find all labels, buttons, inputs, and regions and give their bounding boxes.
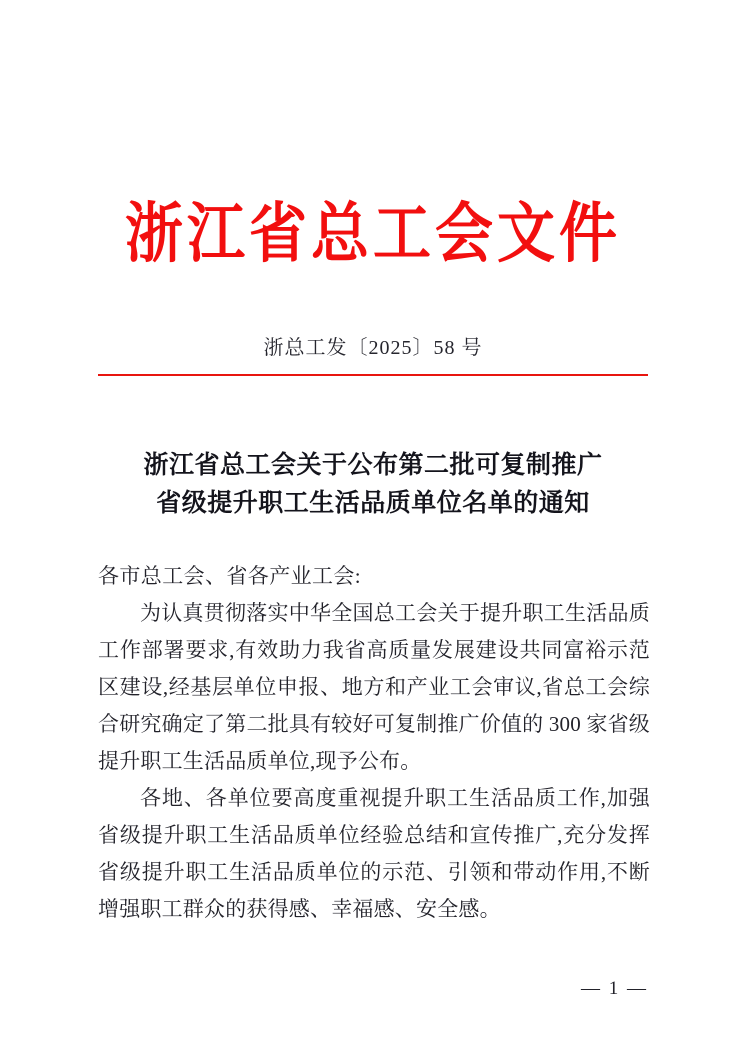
red-divider-rule	[98, 374, 648, 376]
salutation: 各市总工会、省各产业工会:	[98, 564, 362, 588]
masthead-title: 浙江省总工会文件	[124, 197, 621, 270]
body-paragraph-1: 为认真贯彻落实中华全国总工会关于提升职工生活品质工作部署要求,有效助力我省高质量发展建设共同富裕示范区建设,经基层单位申报、地方和产业工会审议,省总工会综合研究确定了第二批具有较好可复制推广价值的 300 家省级提升职工生活品质单位,现予公布。	[98, 601, 650, 773]
document-number: 浙总工发〔2025〕58 号	[263, 337, 483, 359]
masthead	[98, 196, 648, 270]
document-subject-heading	[98, 447, 648, 523]
body-paragraph-2: 各地、各单位要高度重视提升职工生活品质工作,加强省级提升职工生活品质单位经验总结和宣传推广,充分发挥省级提升职工生活品质单位的示范、引领和带动作用,不断增强职工群众的获得感、幸福感、安全感。	[98, 786, 650, 921]
page-number-footer: — 1 —	[581, 978, 648, 999]
document-body	[98, 558, 650, 928]
subject-heading-line-1: 浙江省总工会关于公布第二批可复制推广	[143, 452, 603, 479]
subject-heading-line-2: 省级提升职工生活品质单位名单的通知	[156, 490, 590, 517]
